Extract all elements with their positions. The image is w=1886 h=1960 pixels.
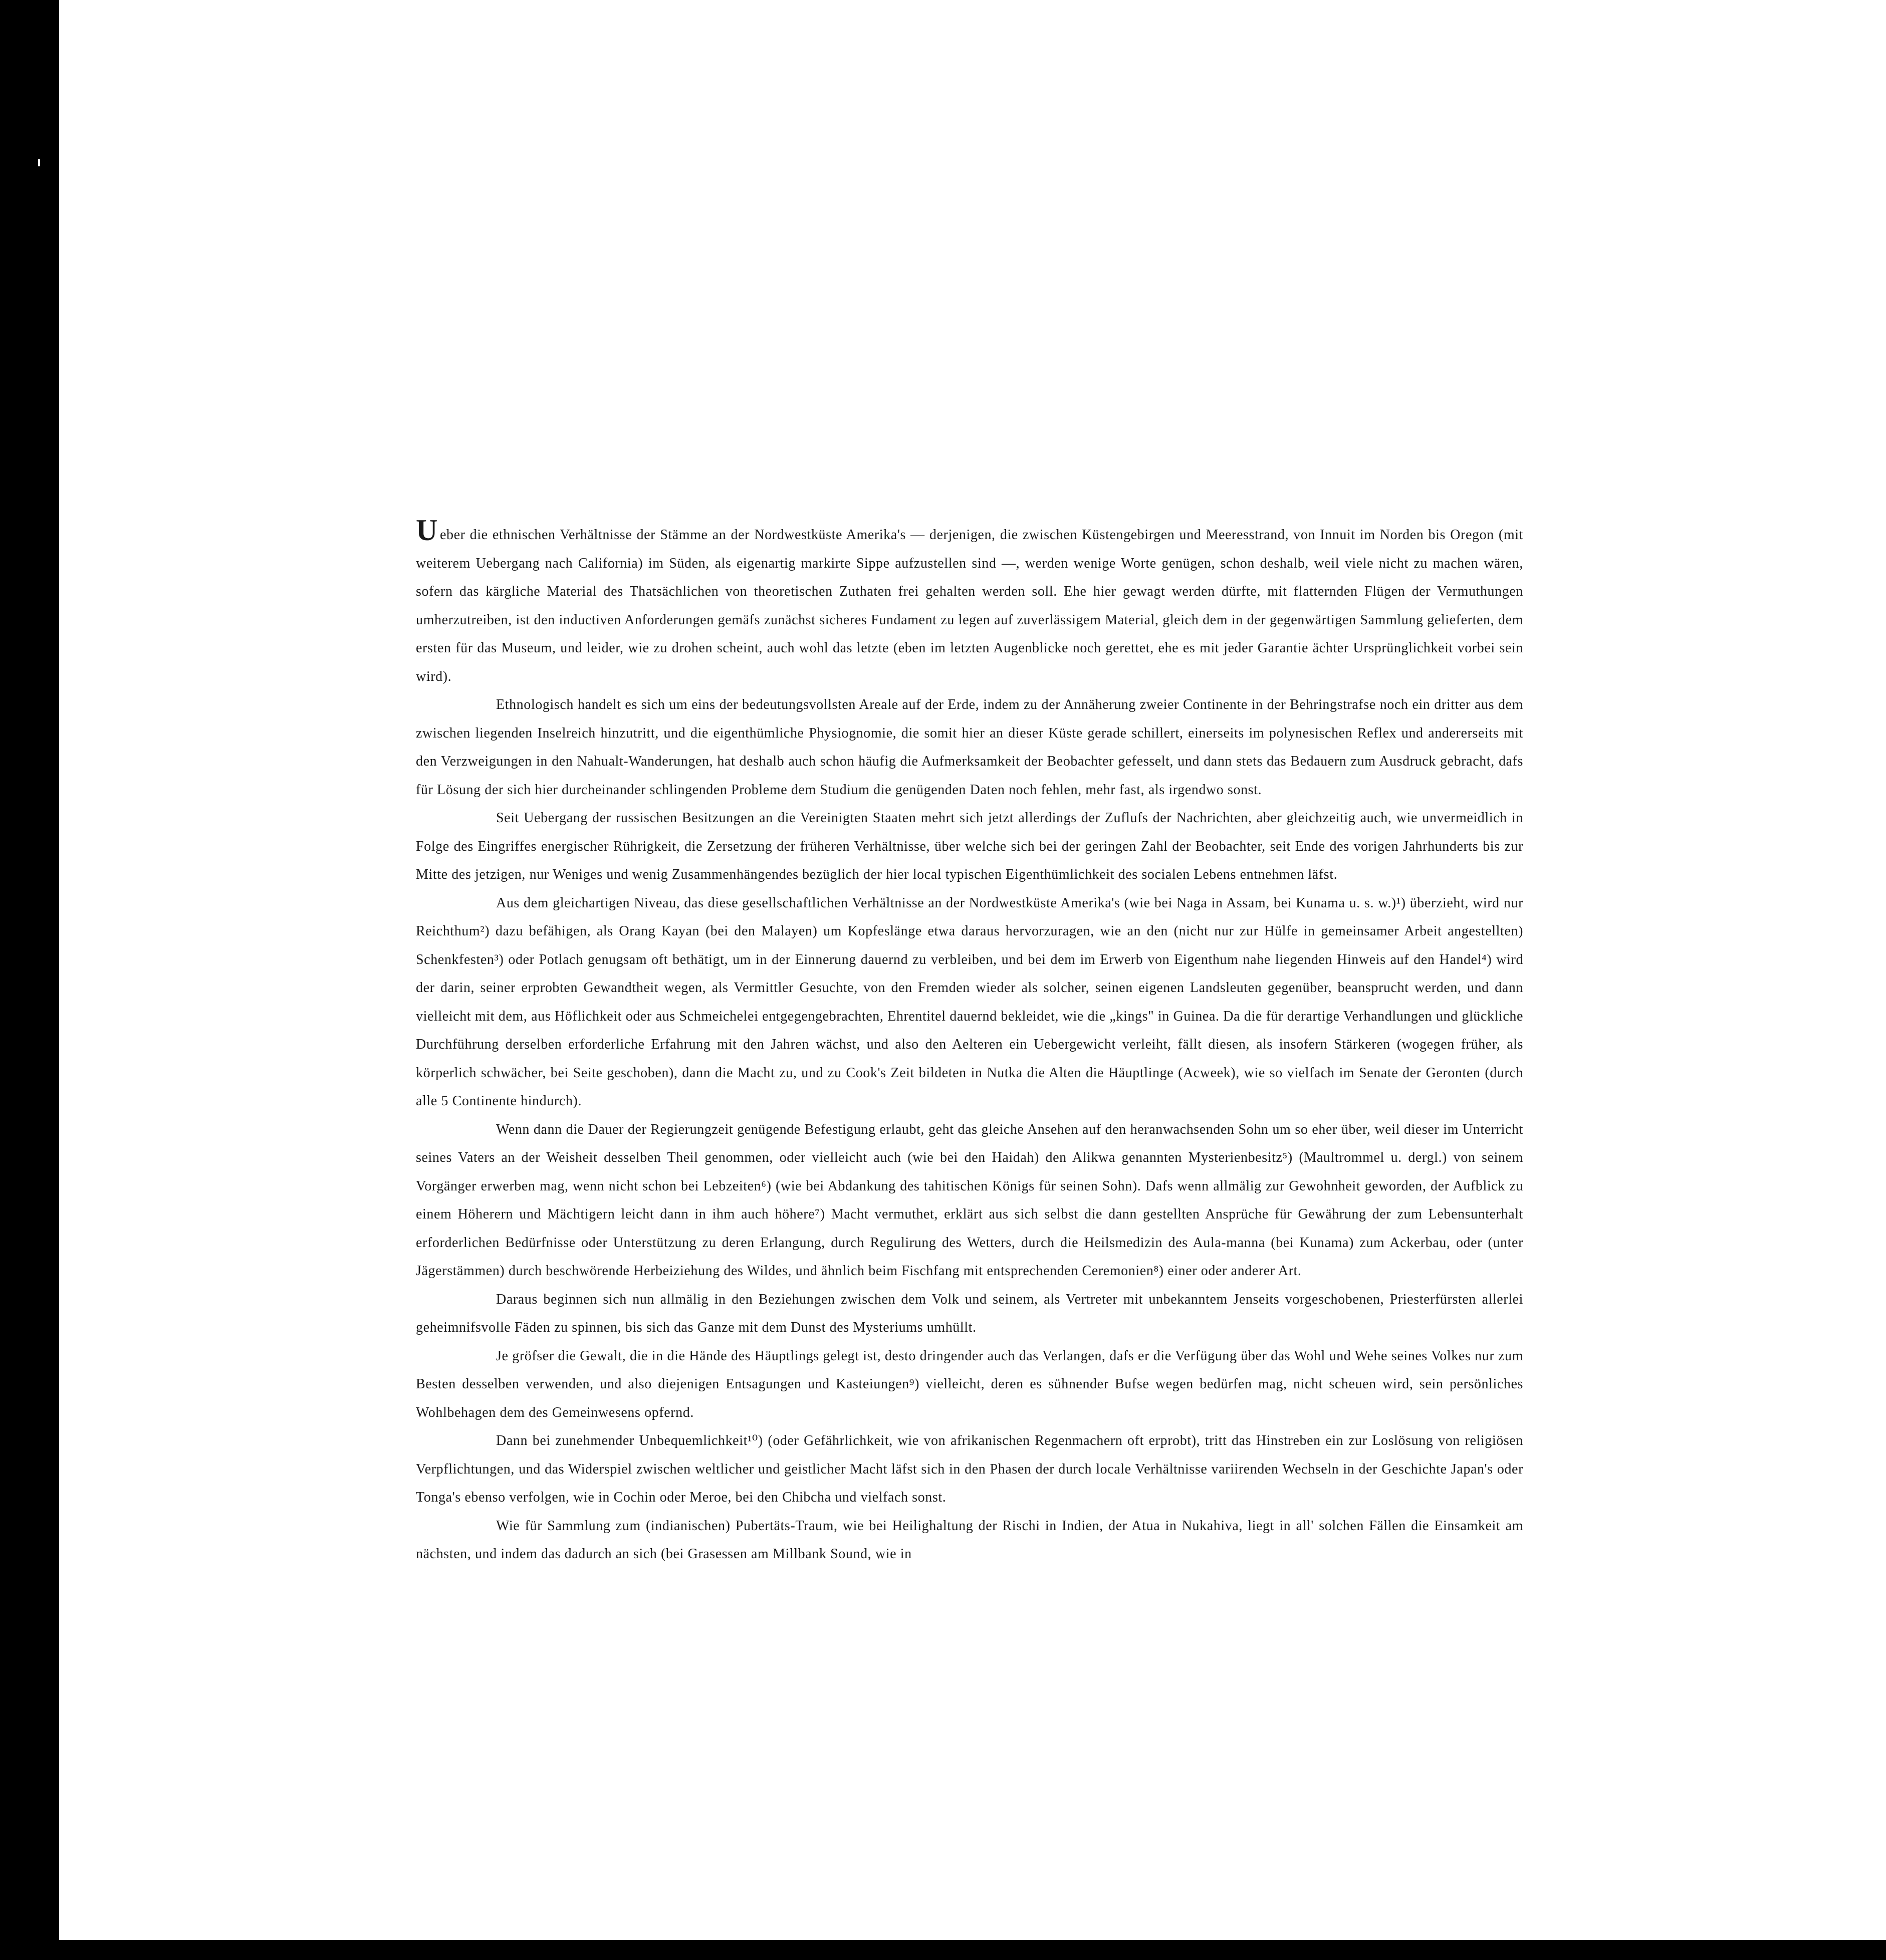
paragraph-9: Wie für Sammlung zum (indianischen) Pubertäts-Traum, wie bei Heilighaltung der Rischi in Indien, der Atua in Nukahiva, liegt in all' solchen Fällen die Einsamkeit am nächsten, und indem das dadurch an sich (bei Grasessen am Millbank Sound, wie in xyxy=(416,1518,1523,1562)
paragraph-7: Je gröfser die Gewalt, die in die Hände des Häuptlings gelegt ist, desto dringender auch das Verlangen, dafs er die Verfügung über das Wohl und Wehe seines Volkes nur zum Besten desselben verwenden, und also diejenigen Entsagungen und Kasteiungen⁹) vielleicht, deren es sühnender Bufse wegen bedürfen mag, nicht scheuen wird, sein persönliches Wohlbehagen dem des Gemeinwesens opfernd. xyxy=(416,1348,1523,1420)
drop-capital: U xyxy=(416,514,438,547)
margin-speck xyxy=(38,159,40,166)
paragraph-2: Ethnologisch handelt es sich um eins der bedeutungsvollsten Areale auf der Erde, indem zu der Annäherung zweier Continente in der Behringstrafse noch ein dritter aus dem zwischen liegenden Inselreich hinzutritt, und die eigenthümliche Physiognomie, die somit hier an dieser Küste gerade schillert, einerseits im polynesischen Reflex und andererseits mit den Verzweigungen in den Nahualt-Wanderungen, hat deshalb auch schon häufig die Aufmerksamkeit der Beobachter gefesselt, und dann stets das Bedauern zum Ausdruck gebracht, dafs für Lösung der sich hier durcheinander schlingenden Probleme dem Studium die genügenden Daten noch fehlen, mehr fast, als irgendwo sonst. xyxy=(416,697,1523,798)
body-text xyxy=(416,514,1523,1569)
paragraph-1-text: eber die ethnischen Verhältnisse der Stämme an der Nordwestküste Amerika's — derjenigen, die zwischen Küstengebirgen und Meeresstrand, von Innuit im Norden bis Oregon (mit weiterem Uebergang nach California) im Süden, als eigenartig markirte Sippe aufzustellen sind —, werden wenige Worte genügen, schon deshalb, weil viele nicht zu machen wären, sofern das kärgliche Material des Thatsächlichen von theoretischen Zuthaten frei gehalten werden soll. Ehe hier gewagt werden dürfte, mit flatternden Flügen der Vermuthungen umherzutreiben, ist den inductiven Anforderungen gemäfs zunächst sicheres Fundament zu legen auf zuverlässigem Material, gleich dem in der gegenwärtigen Sammlung gelieferten, dem ersten für das Museum, und leider, wie zu drohen scheint, auch wohl das letzte (eben im letzten Augenblicke noch gerettet, ehe es mit jeder Garantie ächter Ursprünglichkeit vorbei sein wird). xyxy=(416,527,1523,684)
paragraph-1 xyxy=(416,514,1523,691)
paragraph-3: Seit Uebergang der russischen Besitzungen an die Vereinigten Staaten mehrt sich jetzt allerdings der Zuflufs der Nachrichten, aber gleichzeitig auch, wie unvermeidlich in Folge des Eingriffes energischer Rührigkeit, die Zersetzung der früheren Verhältnisse, über welche sich bei der geringen Zahl der Beobachter, seit Ende des vorigen Jahrhunderts bis zur Mitte des jetzigen, nur Weniges und wenig Zusammenhängendes bezüglich der hier local typischen Eigenthümlichkeit des socialen Lebens entnehmen läfst. xyxy=(416,810,1523,882)
paragraph-6: Daraus beginnen sich nun allmälig in den Beziehungen zwischen dem Volk und seinem, als Vertreter mit unbekanntem Jenseits vorgeschobenen, Priesterfürsten allerlei geheimnifsvolle Fäden zu spinnen, bis sich das Ganze mit dem Dunst des Mysteriums umhüllt. xyxy=(416,1291,1523,1335)
paragraph-4: Aus dem gleichartigen Niveau, das diese gesellschaftlichen Verhältnisse an der Nordwestküste Amerika's (wie bei Naga in Assam, bei Kunama u. s. w.)¹) überzieht, wird nur Reichthum²) dazu befähigen, als Orang Kayan (bei den Malayen) um Kopfeslänge etwa daraus hervorzuragen, wie an den (nicht nur zur Hülfe in gemeinsamer Arbeit angestellten) Schenkfesten³) oder Potlach genugsam oft bethätigt, um in der Einnerung dauernd zu verbleiben, und bei dem im Erwerb von Eigenthum nahe liegenden Hinweis auf den Handel⁴) wird der darin, seiner erprobten Gewandtheit wegen, als Vermittler Gesuchte, von den Fremden wieder als solcher, seinen eigenen Landsleuten gegenüber, beansprucht werden, und dann vielleicht mit dem, aus Höflichkeit oder aus Schmeichelei entgegengebrachten, Ehrentitel dauernd bekleidet, wie die „kings" in Guinea. Da die für derartige Verhandlungen und glückliche Durchführung derselben erforderliche Erfahrung mit den Jahren wächst, und also den Aelteren ein Uebergewicht verleiht, fällt diesen, als insofern Stärkeren (wogegen früher, als körperlich schwächer, bei Seite geschoben), dann die Macht zu, und zu Cook's Zeit bildeten in Nutka die Alten die Häuptlinge (Acweek), wie so vielfach im Senate der Geronten (durch alle 5 Continente hindurch). xyxy=(416,895,1523,1109)
paragraph-8: Dann bei zunehmender Unbequemlichkeit¹⁰) (oder Gefährlichkeit, wie von afrikanischen Regenmachern oft erprobt), tritt das Hinstreben ein zur Loslösung von religiösen Verpflichtungen, und das Widerspiel zwischen weltlicher und geistlicher Macht läfst sich in den Phasen der durch locale Verhältnisse variirenden Wechseln in der Geschichte Japan's oder Tonga's ebenso verfolgen, wie in Cochin oder Meroe, bei den Chibcha und vielfach sonst. xyxy=(416,1433,1523,1505)
scan-bottom-border xyxy=(0,1940,1886,1960)
paragraph-5: Wenn dann die Dauer der Regierungzeit genügende Befestigung erlaubt, geht das gleiche Ansehen auf den heranwachsenden Sohn um so eher über, weil dieser im Unterricht seines Vaters an der Weisheit desselben Theil genommen, oder vielleicht auch (wie bei den Haidah) den Alikwa genannten Mysterienbesitz⁵) (Maultrommel u. dergl.) von seinem Vorgänger erwerben mag, wenn nicht schon bei Lebzeiten⁶) (wie bei Abdankung des tahitischen Königs für seinen Sohn). Dafs wenn allmälig zur Gewohnheit geworden, der Aufblick zu einem Höherern und Mächtigern leicht dann in ihm auch höhere⁷) Macht vermuthet, erklärt aus sich selbst die dann gestellten Ansprüche für Gewährung der zum Lebensunterhalt erforderlichen Bedürfnisse oder Unterstützung zu deren Erlangung, durch Regulirung des Wetters, durch die Heilsmedizin des Aula-manna (bei Kunama) zum Ackerbau, oder (unter Jägerstämmen) durch beschwörende Herbeiziehung des Wildes, und ähnlich beim Fischfang mit entsprechenden Ceremonien⁸) einer oder anderer Art. xyxy=(416,1121,1523,1279)
